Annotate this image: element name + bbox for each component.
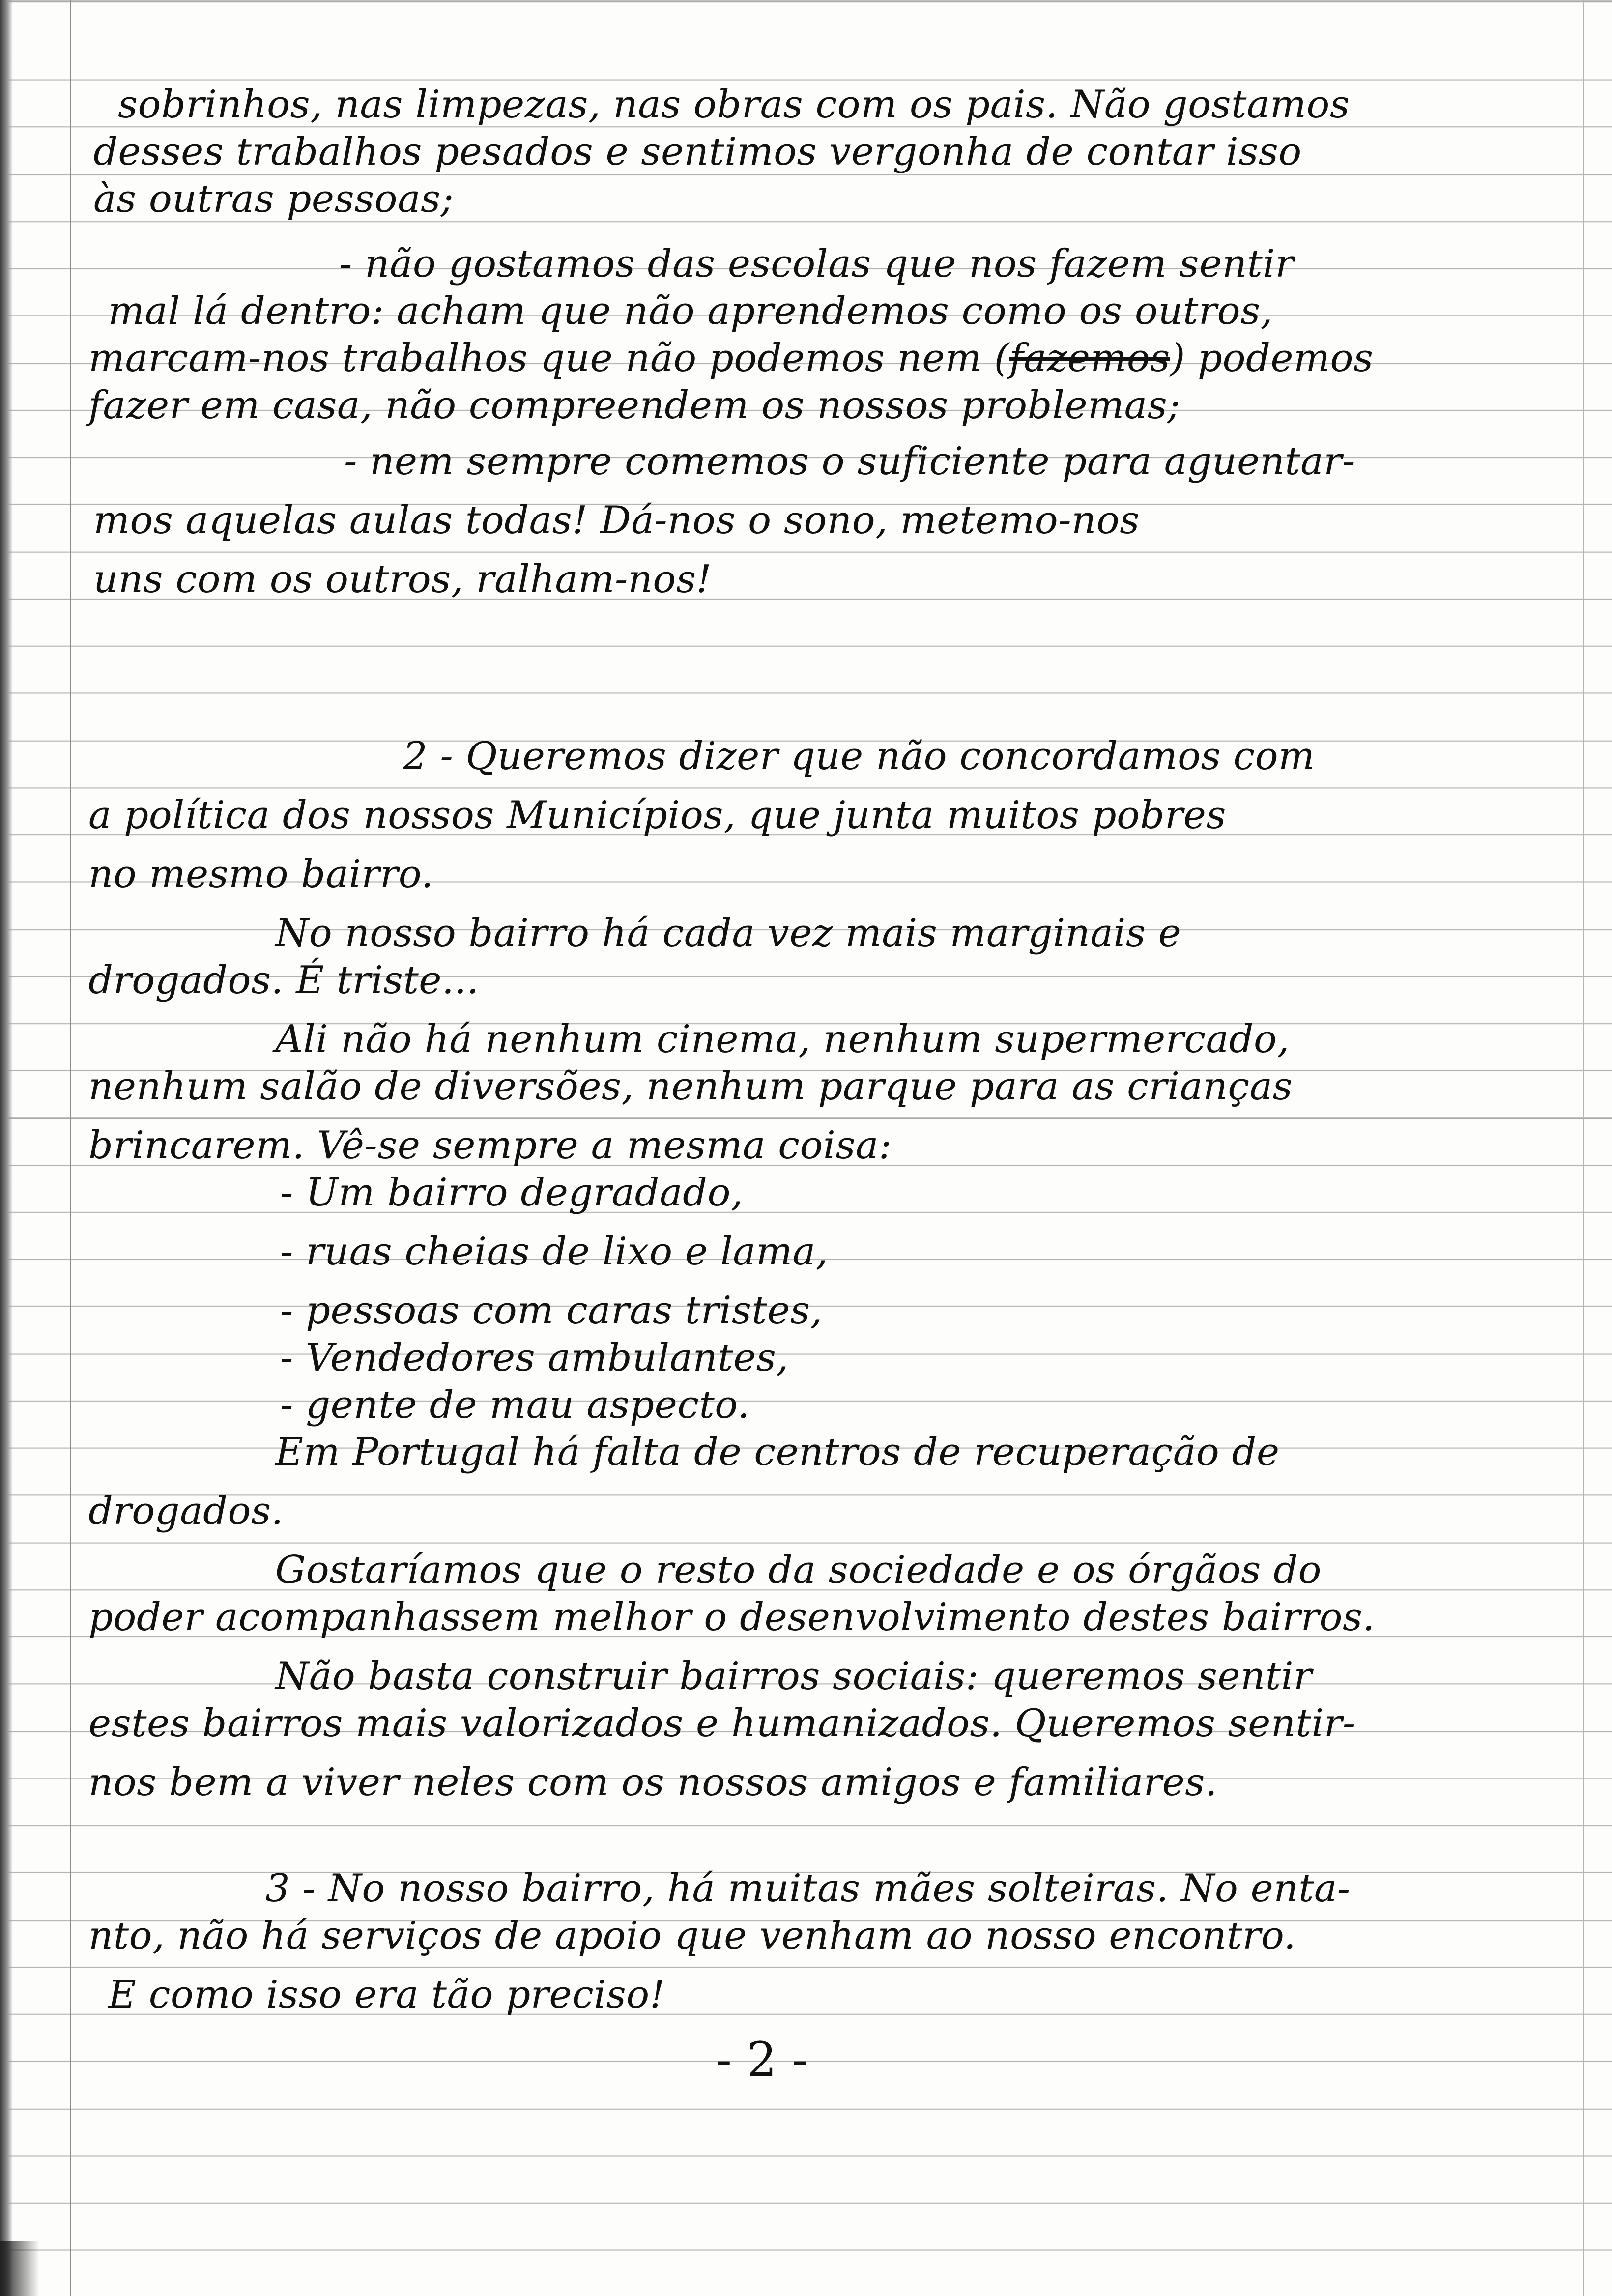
text-line: E como isso era tão preciso! (108, 1973, 665, 2017)
text-line: estes bairros mais valorizados e humanizados. Queremos sentir- (88, 1701, 1356, 1746)
text-line: drogados. (88, 1489, 284, 1533)
text-line: no mesmo bairro. (88, 852, 434, 896)
page-number: - 2 - (716, 2032, 808, 2087)
page-edge-shadow (0, 0, 13, 2296)
text-line: 2 - Queremos dizer que não concordamos com (403, 734, 1315, 778)
list-item: - pessoas com caras tristes, (280, 1289, 823, 1333)
text-line: mal lá dentro: acham que não aprendemos como os outros, (108, 289, 1273, 333)
text-line: Gostaríamos que o resto da sociedade e os órgãos do (275, 1548, 1322, 1592)
text-line: - não gostamos das escolas que nos fazem sentir (339, 242, 1294, 286)
crossed-out-word: fazemos (1009, 336, 1170, 380)
text-line: poder acompanhassem melhor o desenvolvimento destes bairros. (88, 1595, 1375, 1639)
list-item: - Vendedores ambulantes, (280, 1336, 789, 1380)
text-line-with-correction (88, 335, 1373, 382)
text-line: Não basta construir bairros sociais: queremos sentir (275, 1654, 1312, 1698)
list-item: - ruas cheias de lixo e lama, (280, 1230, 829, 1274)
text-line: brincarem. Vê-se sempre a mesma coisa: (88, 1123, 892, 1168)
text-line: às outras pessoas; (93, 177, 454, 221)
text-segment: marcam-nos trabalhos que não podemos nem ( (88, 336, 1009, 380)
text-line: drogados. É triste... (88, 958, 479, 1003)
text-line: - nem sempre comemos o suficiente para aguentar- (344, 439, 1355, 484)
list-item: - Um bairro degradado, (280, 1171, 744, 1215)
text-line: No nosso bairro há cada vez mais marginais e (275, 911, 1181, 955)
text-line: Ali não há nenhum cinema, nenhum supermercado, (275, 1017, 1290, 1062)
text-line: desses trabalhos pesados e sentimos vergonha de contar isso (93, 130, 1302, 174)
text-line: uns com os outros, ralham-nos! (93, 557, 712, 602)
text-segment: ) podemos (1170, 336, 1374, 380)
text-line: nenhum salão de diversões, nenhum parque para as crianças (88, 1064, 1293, 1109)
text-line: nto, não há serviços de apoio que venham ao nosso encontro. (88, 1914, 1296, 1958)
text-line: Em Portugal há falta de centros de recuperação de (275, 1430, 1280, 1474)
text-line: sobrinhos, nas limpezas, nas obras com os pais. Não gostamos (118, 83, 1350, 127)
text-line: 3 - No nosso bairro, há muitas mães solteiras. No enta- (265, 1866, 1351, 1911)
right-page-edge (1583, 0, 1584, 2296)
text-line: mos aquelas aulas todas! Dá-nos o sono, metemo-nos (93, 498, 1140, 543)
bottom-corner-shadow (0, 2241, 39, 2296)
text-line: a política dos nossos Municípios, que junta muitos pobres (88, 793, 1226, 837)
margin-line (70, 0, 71, 2296)
text-line: fazer em casa, não compreendem os nossos problemas; (88, 383, 1180, 428)
text-line: nos bem a viver neles com os nossos amigos e familiares. (88, 1760, 1218, 1805)
list-item: - gente de mau aspecto. (280, 1383, 750, 1427)
